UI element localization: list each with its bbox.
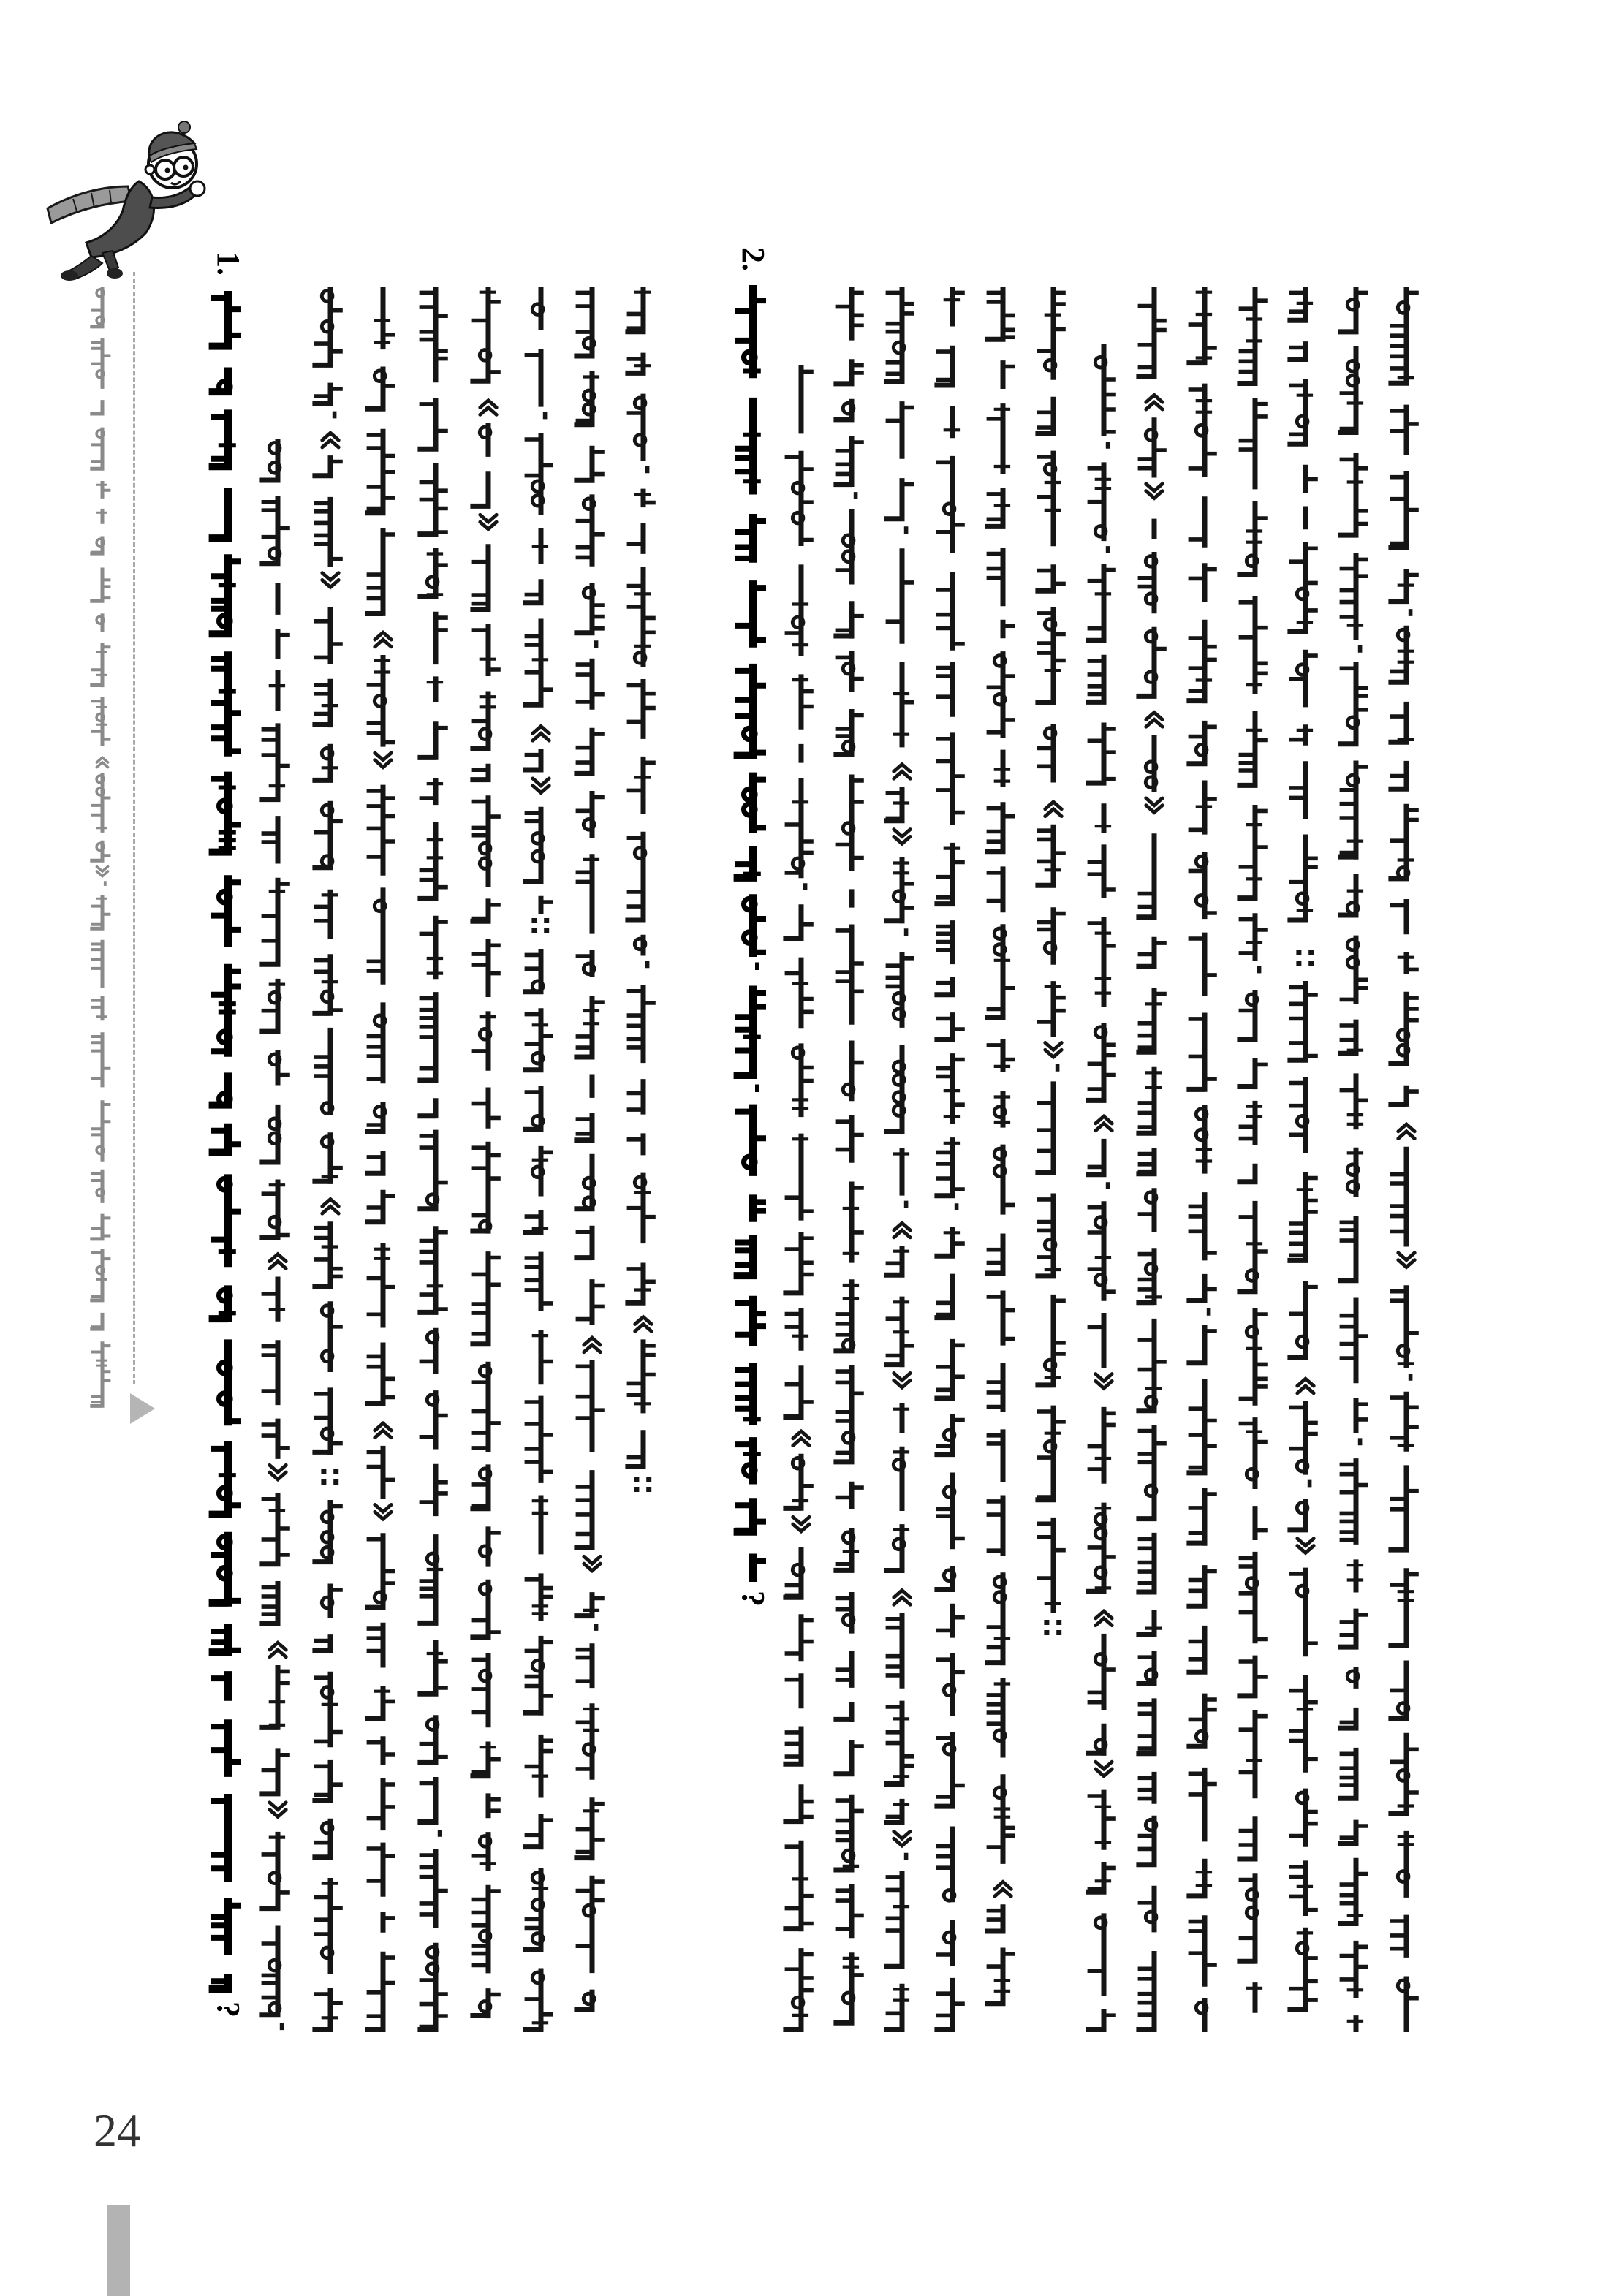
answer-1-line-1 <box>259 439 289 2030</box>
answer-2-line-2 <box>833 287 863 2026</box>
answer-2-line-1 <box>783 365 813 2032</box>
script-glyph-strokes <box>934 287 964 2032</box>
script-glyph-strokes <box>417 287 447 2032</box>
script-glyph-strokes <box>1237 287 1267 2013</box>
script-glyph-loops <box>944 504 955 1943</box>
page-edge-tab <box>107 2205 130 2296</box>
script-glyph-strokes <box>365 287 395 2032</box>
answer-2-line-12 <box>1338 287 1368 2032</box>
question-1-question-mark: ? <box>211 2001 246 2017</box>
script-glyph-strokes <box>1338 287 1368 2032</box>
running-head-text <box>90 287 110 1408</box>
answer-2-line-3 <box>884 287 914 2032</box>
answer-1-line-3 <box>365 287 395 2032</box>
script-glyph-strokes <box>90 287 110 1408</box>
script-glyph-strokes <box>1086 344 1115 2032</box>
answer-2-line-8 <box>1136 287 1166 2032</box>
script-glyph-strokes <box>312 287 342 2032</box>
script-glyph-strokes <box>985 287 1015 2006</box>
script-glyph-strokes <box>1136 287 1166 2032</box>
answer-2-line-6 <box>1035 287 1065 1635</box>
answer-2-line-7 <box>1086 344 1115 2032</box>
answer-2-line-10 <box>1237 287 1267 2013</box>
answer-1-line-2 <box>312 287 342 2032</box>
answer-1-line-7 <box>574 287 604 2012</box>
answer-2-line-9 <box>1186 287 1216 2032</box>
question-1-text <box>209 291 241 1993</box>
script-glyph-strokes <box>884 287 914 2032</box>
question-2-question-mark: ? <box>735 1591 771 1607</box>
script-glyph-strokes <box>523 287 553 2032</box>
script-glyph-strokes <box>625 287 655 1492</box>
answer-2-line-11 <box>1287 287 1317 2012</box>
question-1-number: 1. <box>211 251 246 276</box>
page-number: 24 <box>94 2104 140 2156</box>
answer-1-line-4 <box>417 287 447 2032</box>
script-glyph-strokes <box>259 439 289 2030</box>
question-2-number: 2. <box>735 247 771 271</box>
answer-1-line-5 <box>470 287 500 2018</box>
script-glyph-strokes <box>1287 287 1317 2012</box>
script-glyph-strokes <box>470 287 500 2018</box>
answer-2-line-13 <box>1388 287 1418 2032</box>
answer-2-line-5 <box>985 287 1015 2006</box>
script-glyph-strokes <box>209 291 241 1993</box>
answer-1-line-6 <box>523 287 553 2032</box>
question-2-text <box>734 285 766 1582</box>
script-glyph-strokes <box>1186 287 1216 2032</box>
script-glyph-strokes <box>1035 287 1065 1635</box>
answer-1-line-8 <box>625 287 655 1492</box>
answer-2-line-4 <box>934 287 964 2032</box>
